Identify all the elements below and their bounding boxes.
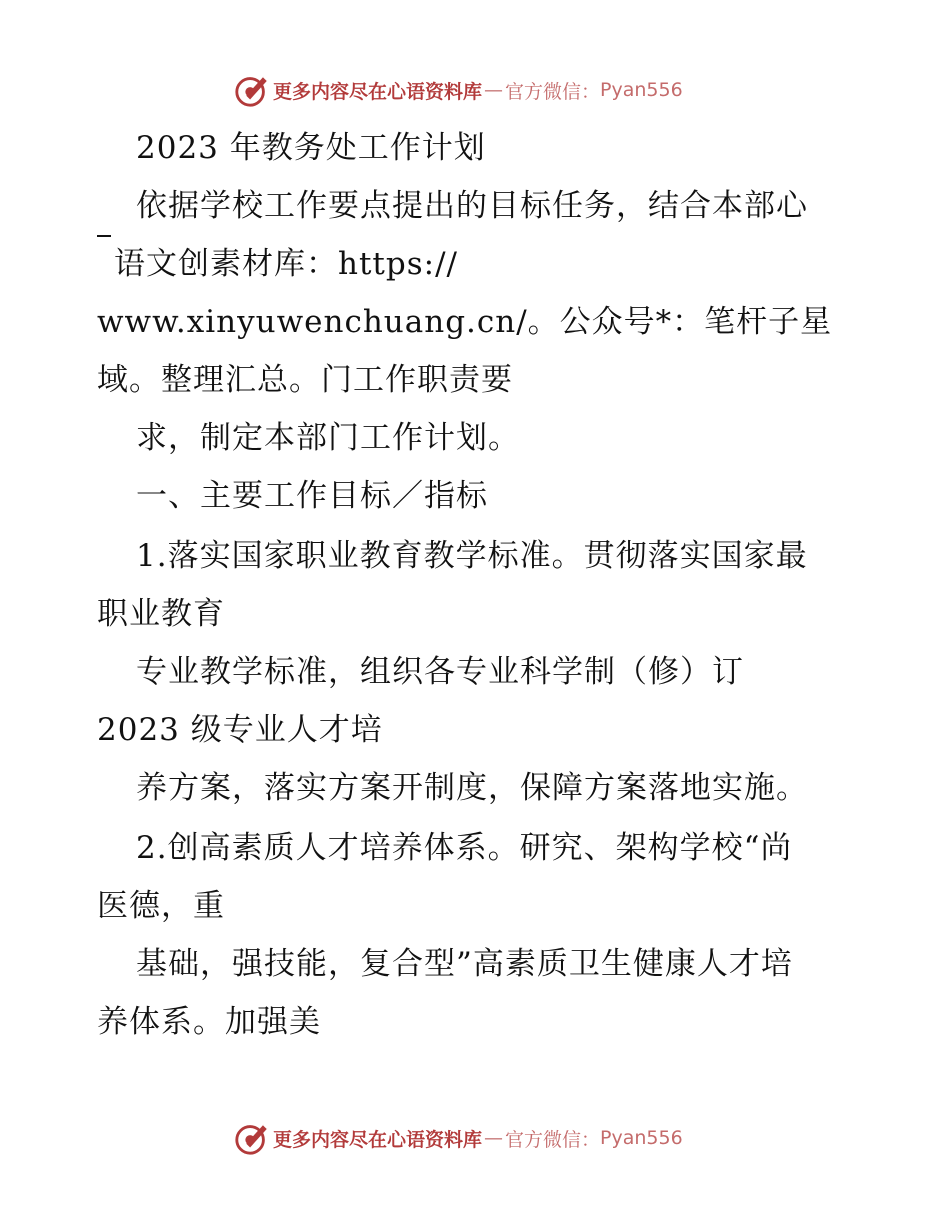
text-line: 职业教育 [97,596,225,632]
text-line: 域。整理汇总。门工作职责要 [97,362,513,398]
text-line: 基础，强技能，复合型”高素质卫生健康人才培 [136,946,793,982]
text-line: 依据学校工作要点提出的目标任务，结合本部心 [136,188,808,224]
text-line: 2.创高素质人才培养体系。研究、架构学校“尚 [136,830,793,866]
section-heading: 一、主要工作目标／指标 [136,478,488,514]
document-title: 2023 年教务处工作计划 [136,130,486,166]
text-line: 养方案，落实方案开制度，保障方案落地实施。 [136,770,808,806]
pen-logo-icon [233,1119,271,1157]
header-official-label: 官方微信： [505,80,601,103]
text-line: 养体系。加强美 [97,1004,321,1040]
pen-logo-icon [233,71,271,109]
footer-watermark [233,1118,753,1158]
text-line: 1.落实国家职业教育教学标准。贯彻落实国家最 [136,538,808,574]
header-wechat-id: Pyan556 [600,79,683,101]
text-line: 求，制定本部门工作计划。 [136,420,520,456]
footer-dash: — [484,1127,504,1149]
footer-wechat-id: Pyan556 [600,1127,683,1149]
text-line: 2023 级专业人才培 [97,712,383,748]
text-line: www.xinyuwenchuang.cn/。公众号*：笔杆子星 [97,304,833,340]
footer-official-label: 官方微信： [505,1128,601,1151]
stray-dash-mark [97,235,111,237]
text-line: 专业教学标准，组织各专业科学制（修）订 [136,654,744,690]
header-dash: — [484,79,504,101]
footer-site-text: 更多内容尽在心语资料库 [273,1128,483,1151]
header-watermark [233,70,753,110]
header-site-text: 更多内容尽在心语资料库 [273,80,483,103]
text-line: 语文创素材库：https:// [114,246,458,282]
text-line: 医德，重 [97,888,225,924]
